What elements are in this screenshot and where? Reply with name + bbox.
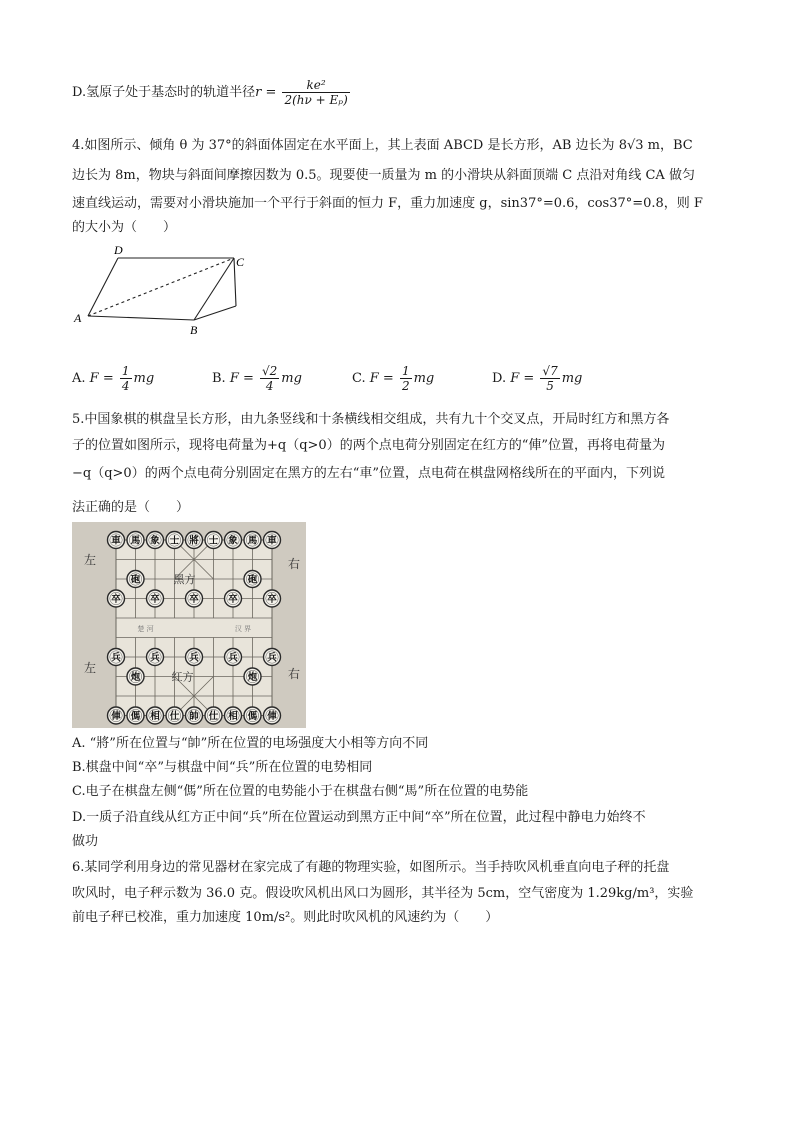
black-cannon: 砲 (247, 574, 258, 586)
option-label: A. (72, 371, 86, 386)
red-soldier: 兵 (228, 652, 238, 664)
formula-fraction (282, 78, 349, 107)
option-tail: mg (281, 371, 302, 386)
black-piece: 士 (208, 535, 219, 547)
chess-board-svg (72, 522, 306, 728)
option-lhs: F = (229, 371, 259, 386)
option-den: 2 (401, 379, 410, 393)
black-piece: 士 (169, 535, 180, 547)
q6-line-3: 前电子秤已校准，重力加速度 10m/s²。则此时吹风机的风速约为（ ） (72, 910, 499, 925)
q5-option-c[interactable]: C.电子在棋盘左侧“傌”所在位置的电势能小于在棋盘右侧“馬”所在位置的电势能 (72, 784, 529, 799)
black-soldier: 卒 (228, 594, 238, 605)
red-piece: 仕 (208, 711, 219, 722)
red-piece: 相 (228, 711, 238, 722)
option-fraction (260, 364, 279, 393)
q5-option-d-cont: 做功 (72, 834, 99, 849)
label-left-top: 左 (83, 553, 97, 567)
formula-denominator: 2(hν + Eₚ) (284, 93, 348, 107)
black-soldier: 卒 (111, 594, 121, 605)
q5-option-a[interactable]: A. “將”所在位置与“帥”所在位置的电场强度大小相等方向不同 (72, 736, 429, 751)
chess-board-figure (72, 522, 306, 728)
red-soldier: 兵 (189, 652, 199, 664)
option-tail: mg (413, 371, 435, 386)
red-piece: 俥 (111, 711, 121, 722)
label-right-bottom: 右 (287, 667, 301, 681)
black-piece: 車 (111, 535, 121, 547)
formula-eq: = (261, 85, 281, 100)
option-tail: mg (133, 371, 155, 386)
label-b: B (190, 323, 198, 337)
option-tail: mg (561, 371, 583, 386)
label-right-top: 右 (287, 557, 301, 571)
red-soldier: 兵 (267, 652, 277, 664)
red-cannon: 炮 (247, 672, 258, 683)
option-d-formula-line (72, 78, 732, 107)
q4-option-c[interactable] (352, 364, 434, 393)
black-piece: 車 (267, 535, 277, 547)
q6-line-1: 6.某同学利用身边的常见器材在家完成了有趣的物理实验，如图所示。当手持吹风机垂直向电子秤的托盘 (72, 860, 670, 875)
q4-line-2: 边长为 8m，物块与斜面间摩擦因数为 0.5。现要使一质量为 m 的小滑块从斜面顶端 C 点沿对角线 CA 做匀 (72, 168, 695, 183)
edge-base (194, 306, 236, 320)
q5-line-4: 法正确的是（ ） (72, 500, 190, 515)
q5-option-b[interactable]: B.棋盘中间“卒”与棋盘中间“兵”所在位置的电势相同 (72, 760, 373, 775)
option-num: 1 (121, 364, 130, 378)
black-soldier: 卒 (267, 594, 277, 605)
incline-figure (70, 244, 250, 340)
edge-ad (88, 258, 118, 316)
red-soldier: 兵 (150, 652, 160, 664)
edge-ab (88, 316, 194, 320)
option-lhs: F = (369, 371, 398, 386)
black-piece: 象 (228, 535, 238, 547)
option-label: C. (352, 371, 366, 386)
river-text-right: 汉 界 (234, 624, 252, 633)
q4-option-b[interactable] (212, 364, 302, 393)
q4-line-1: 4.如图所示、倾角 θ 为 37°的斜面体固定在水平面上，其上表面 ABCD 是长方形，AB 边长为 8√3 m，BC (72, 138, 693, 153)
option-fraction (400, 364, 412, 393)
q5-option-d[interactable]: D.一质子沿直线从红方正中间“兵”所在位置运动到黑方正中间“卒”所在位置，此过程中静电力始终不 (72, 810, 646, 825)
red-soldier: 兵 (111, 652, 121, 664)
diagonal-ca (88, 258, 234, 316)
black-soldier: 卒 (150, 594, 160, 605)
q5-line-3: −q（q>0）的两个点电荷分别固定在黑方的左右“車”位置，点电荷在棋盘网格线所在的平面内，下列说 (72, 466, 665, 481)
q5-line-1: 5.中国象棋的棋盘呈长方形，由九条竖线和十条横线相交组成，共有九十个交叉点，开局时红方和黑方各 (72, 412, 670, 427)
q4-line-4: 的大小为（ ） (72, 220, 177, 235)
q5-line-2: 子的位置如图所示，现将电荷量为+q（q>0）的两个点电荷分别固定在红方的“俥”位置，再将电荷量为 (72, 438, 665, 453)
formula-r: r (255, 85, 262, 100)
red-piece: 傌 (247, 711, 258, 722)
option-num: 1 (401, 364, 410, 378)
option-den: 4 (121, 379, 130, 393)
option-lhs: F = (510, 371, 539, 386)
red-piece: 傌 (130, 711, 141, 722)
option-d-prefix: D.氢原子处于基态时的轨道半径 (72, 85, 256, 100)
black-piece: 將 (189, 535, 199, 547)
label-black-side: 黑方 (173, 573, 196, 586)
label-red-side: 红方 (171, 670, 194, 684)
option-num: √2 (262, 364, 278, 378)
option-num: √7 (542, 364, 558, 378)
black-soldier: 卒 (189, 594, 199, 605)
option-fraction (540, 364, 559, 393)
label-left-bottom: 左 (83, 661, 97, 675)
q6-line-2: 吹风时，电子秤示数为 36.0 克。假设吹风机出风口为圆形，其半径为 5cm，空气密度为 1.29kg/m³，实验 (72, 886, 694, 901)
edge-bc (194, 258, 234, 320)
option-den: 5 (546, 379, 554, 393)
red-piece: 帥 (189, 711, 199, 722)
label-c: C (236, 255, 245, 269)
option-fraction (120, 364, 132, 393)
formula-numerator: ke² (282, 78, 349, 93)
black-piece: 象 (150, 535, 160, 547)
option-lhs: F = (89, 371, 118, 386)
option-label: D. (492, 371, 507, 386)
black-piece: 馬 (130, 535, 141, 547)
red-cannon: 炮 (130, 672, 141, 683)
option-label: B. (212, 371, 226, 386)
option-den: 4 (265, 379, 274, 393)
label-a: A (74, 311, 82, 325)
q4-line-3: 速直线运动，需要对小滑块施加一个平行于斜面的恒力 F，重力加速度 g，sin37°=0.6，cos37°=0.8，则 F (72, 196, 703, 211)
red-piece: 相 (150, 711, 160, 722)
red-piece: 俥 (267, 711, 277, 722)
black-cannon: 砲 (130, 574, 141, 586)
black-piece: 馬 (247, 535, 258, 547)
q4-option-d[interactable] (492, 364, 582, 393)
red-piece: 仕 (169, 711, 180, 722)
label-d: D (114, 244, 123, 257)
river-text-left: 楚 河 (137, 624, 154, 633)
q4-option-a[interactable] (72, 364, 154, 393)
